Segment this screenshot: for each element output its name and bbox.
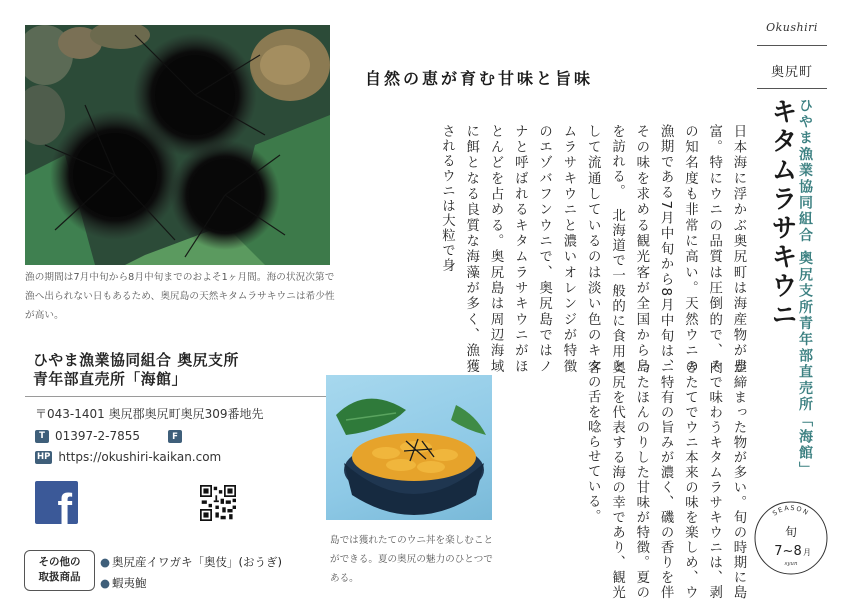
shop-address: 〒043-1401 奥尻郡奥尻町奥尻309番地先 xyxy=(35,407,264,421)
shop-name-line1: ひやま漁業協同組合 奥尻支所 xyxy=(33,352,239,369)
facebook-glyph: f xyxy=(57,485,72,524)
shop-name-line2: 青年部直売所「海館」 xyxy=(33,371,187,388)
divider xyxy=(25,396,328,397)
other-products-list xyxy=(100,552,282,594)
hp-badge: HP xyxy=(37,452,51,462)
season-unit: 月 xyxy=(803,548,811,557)
organization-name: ひやま漁業協同組合 奥尻支所青年部直売所「海館」 xyxy=(797,98,813,478)
article-body-lower: が締まった物が多い。旬の時期に島内で味わうキタムラサキウニは、剥きたてでウニ本来の味を楽しめ、ウニ特有の旨みが濃く、磯の香りを伴ったほんのりした甘味が特徴。夏の奥尻を代表する海の幸であり、観光客の舌を唸らせている。 xyxy=(585,360,746,600)
fax-badge: F xyxy=(168,430,182,443)
tel-number[interactable]: 01397-2-7855 xyxy=(55,429,141,443)
website-link[interactable]: https://okushiri-kaikan.com xyxy=(58,450,222,464)
sea-urchin-photo xyxy=(25,25,330,265)
other-products-label-line1: その他の xyxy=(38,556,81,568)
qr-code-icon[interactable] xyxy=(200,485,236,521)
divider xyxy=(757,88,827,89)
town-name-en: Okushiri xyxy=(766,21,818,34)
article-headline: 自然の恵が育む甘味と旨味 xyxy=(365,69,594,88)
tel-badge: T xyxy=(35,430,49,443)
page-title: キタムラサキウニ xyxy=(767,98,797,330)
season-label: SEASON xyxy=(771,503,811,518)
facebook-icon[interactable] xyxy=(35,481,78,524)
article-body-upper: 日本海に浮かぶ奥尻町は海産物が豊富。特にウニの品質は圧倒的で、その知名度も非常に高い。天然ウニの漁期である7月中旬から8月中旬は、その味を求める観光客が全国から島を訪れる。 北海道で一般的に食用として流通しているのは淡い色のキタムラサキウニと濃いオレンジが特徴のエゾバフンウニで、奥尻島ではノナと呼ばれるキタムラサキウニがほとんどを占める。奥尻島は周辺海域に餌となる良質な海藻が多く、漁獲されるウニは大粒で身 xyxy=(439,124,746,374)
list-item: ● 蝦夷鮑 xyxy=(100,573,282,594)
other-products-label-line2: 取扱商品 xyxy=(38,571,81,583)
season-months: 7~8 xyxy=(774,544,802,559)
season-kanji: 旬 xyxy=(784,525,798,539)
shop-name xyxy=(33,351,323,389)
tel-row xyxy=(35,429,140,443)
list-item: ● 奥尻産イワガキ「奥伎」(おうぎ) xyxy=(100,552,282,573)
don-photo-caption: 島では獲れたてのウニ丼を楽しむことができる。夏の奥尻の魅力のひとつである。 xyxy=(330,535,494,584)
uni-don-photo xyxy=(326,375,492,520)
other-products-label xyxy=(24,550,95,591)
town-name-jp: 奥尻町 xyxy=(770,65,813,80)
hp-row xyxy=(35,450,221,464)
season-badge xyxy=(751,498,831,578)
season-reading: syun xyxy=(784,561,798,567)
svg-text:SEASON xyxy=(771,504,811,518)
divider xyxy=(757,45,827,46)
photo-caption: 漁の期間は7月中旬から8月中旬までのおよそ1ヶ月間。海の状況次第で漁へ出られない日もあるため、奥尻島の天然キタムラサキウニは希少性が高い。 xyxy=(25,272,335,321)
